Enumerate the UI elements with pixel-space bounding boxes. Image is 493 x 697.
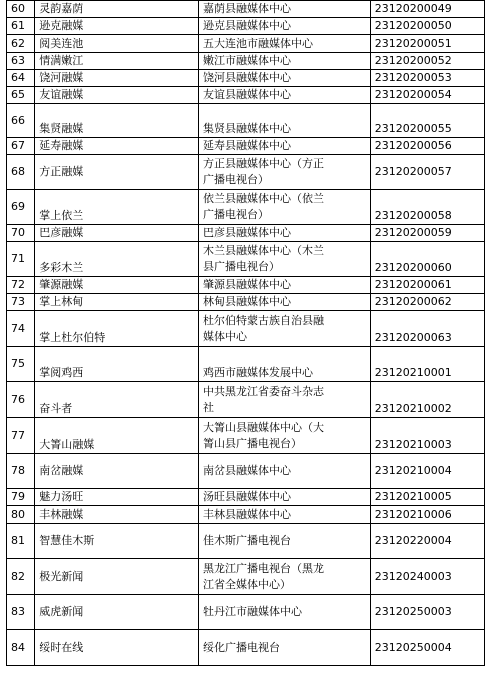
operating-unit-text: 大箐山县融媒体中心（大 箐山县广播电视台） bbox=[202, 420, 324, 450]
registration-code: 23120250004 bbox=[370, 630, 484, 666]
operating-unit: 丰林县融媒体中心 bbox=[198, 506, 370, 524]
table-row bbox=[7, 595, 485, 630]
app-name: 大箐山融媒 bbox=[35, 418, 199, 454]
table-row bbox=[7, 506, 485, 524]
registration-code: 23120210003 bbox=[370, 418, 484, 454]
operating-unit-text: 方正县融媒体中心（方正 广播电视台） bbox=[202, 157, 324, 186]
app-name: 丰林融媒 bbox=[35, 506, 199, 524]
app-name: 智慧佳木斯 bbox=[35, 524, 199, 559]
operating-unit: 延寿县融媒体中心 bbox=[198, 138, 370, 155]
registration-code: 23120210001 bbox=[370, 347, 484, 382]
table-row bbox=[7, 138, 485, 155]
table-row bbox=[7, 524, 485, 559]
row-number: 69 bbox=[7, 190, 35, 225]
app-name: 多彩木兰 bbox=[35, 242, 199, 277]
operating-unit: 巴彦县融媒体中心 bbox=[198, 225, 370, 242]
registration-code: 23120210005 bbox=[370, 489, 484, 506]
table-row bbox=[7, 277, 485, 294]
row-number: 80 bbox=[7, 506, 35, 524]
table-row bbox=[7, 104, 485, 138]
operating-unit: 饶河县融媒体中心 bbox=[198, 70, 370, 87]
operating-unit-text: 依兰县融媒体中心（依兰 广播电视台） bbox=[202, 192, 324, 221]
row-number: 78 bbox=[7, 454, 35, 489]
operating-unit bbox=[198, 311, 370, 347]
operating-unit bbox=[198, 382, 370, 418]
table-row bbox=[7, 225, 485, 242]
operating-unit-text: 中共黑龙江省委奋斗杂志 社 bbox=[202, 384, 324, 414]
row-number: 73 bbox=[7, 294, 35, 311]
registration-code: 23120220004 bbox=[370, 524, 484, 559]
row-number: 68 bbox=[7, 155, 35, 190]
row-number: 63 bbox=[7, 53, 35, 70]
operating-unit-text: 杜尔伯特蒙古族自治县融 媒体中心 bbox=[202, 313, 324, 343]
operating-unit: 绥化广播电视台 bbox=[198, 630, 370, 666]
table-row bbox=[7, 382, 485, 418]
app-name: 集贤融媒 bbox=[35, 104, 199, 138]
registration-code: 23120210004 bbox=[370, 454, 484, 489]
registration-code: 23120200058 bbox=[370, 190, 484, 225]
row-number: 79 bbox=[7, 489, 35, 506]
operating-unit: 肇源县融媒体中心 bbox=[198, 277, 370, 294]
app-name: 掌阅鸡西 bbox=[35, 347, 199, 382]
table-row bbox=[7, 559, 485, 595]
table-row bbox=[7, 190, 485, 225]
row-number: 67 bbox=[7, 138, 35, 155]
operating-unit: 逊克县融媒体中心 bbox=[198, 18, 370, 35]
row-number: 64 bbox=[7, 70, 35, 87]
registration-code: 23120200051 bbox=[370, 35, 484, 53]
row-number: 75 bbox=[7, 347, 35, 382]
operating-unit bbox=[198, 190, 370, 225]
table-row bbox=[7, 35, 485, 53]
app-name: 绥时在线 bbox=[35, 630, 199, 666]
registration-code: 23120200054 bbox=[370, 87, 484, 104]
row-number: 74 bbox=[7, 311, 35, 347]
app-name: 肇源融媒 bbox=[35, 277, 199, 294]
operating-unit bbox=[198, 559, 370, 595]
table-row bbox=[7, 311, 485, 347]
registration-code: 23120200063 bbox=[370, 311, 484, 347]
table-row bbox=[7, 53, 485, 70]
row-number: 76 bbox=[7, 382, 35, 418]
registration-code: 23120200053 bbox=[370, 70, 484, 87]
app-name: 魅力汤旺 bbox=[35, 489, 199, 506]
registration-code: 23120250003 bbox=[370, 595, 484, 630]
operating-unit: 南岔县融媒体中心 bbox=[198, 454, 370, 489]
app-name: 友谊融媒 bbox=[35, 87, 199, 104]
registration-code: 23120210002 bbox=[370, 382, 484, 418]
registry-table-body bbox=[7, 1, 485, 666]
app-name: 巴彦融媒 bbox=[35, 225, 199, 242]
row-number: 62 bbox=[7, 35, 35, 53]
row-number: 72 bbox=[7, 277, 35, 294]
row-number: 66 bbox=[7, 104, 35, 138]
row-number: 70 bbox=[7, 225, 35, 242]
app-name: 情满嫩江 bbox=[35, 53, 199, 70]
table-row bbox=[7, 347, 485, 382]
app-name: 极光新闻 bbox=[35, 559, 199, 595]
table-row bbox=[7, 1, 485, 18]
operating-unit: 嫩江市融媒体中心 bbox=[198, 53, 370, 70]
operating-unit: 牡丹江市融媒体中心 bbox=[198, 595, 370, 630]
app-name: 奋斗者 bbox=[35, 382, 199, 418]
registration-code: 23120200050 bbox=[370, 18, 484, 35]
operating-unit bbox=[198, 155, 370, 190]
table-row bbox=[7, 18, 485, 35]
registration-code: 23120200062 bbox=[370, 294, 484, 311]
table-row bbox=[7, 630, 485, 666]
registration-code: 23120200055 bbox=[370, 104, 484, 138]
app-name: 掌上依兰 bbox=[35, 190, 199, 225]
registration-code: 23120200052 bbox=[370, 53, 484, 70]
app-name: 灵韵嘉荫 bbox=[35, 1, 199, 18]
row-number: 60 bbox=[7, 1, 35, 18]
registration-code: 23120200060 bbox=[370, 242, 484, 277]
registration-code: 23120200061 bbox=[370, 277, 484, 294]
operating-unit: 鸡西市融媒体发展中心 bbox=[198, 347, 370, 382]
operating-unit-text: 木兰县融媒体中心（木兰 县广播电视台） bbox=[202, 244, 324, 273]
app-name: 延寿融媒 bbox=[35, 138, 199, 155]
row-number: 83 bbox=[7, 595, 35, 630]
operating-unit: 佳木斯广播电视台 bbox=[198, 524, 370, 559]
table-row bbox=[7, 155, 485, 190]
app-name: 威虎新闻 bbox=[35, 595, 199, 630]
registration-code: 23120200059 bbox=[370, 225, 484, 242]
table-row bbox=[7, 454, 485, 489]
row-number: 82 bbox=[7, 559, 35, 595]
table-row bbox=[7, 418, 485, 454]
operating-unit: 友谊县融媒体中心 bbox=[198, 87, 370, 104]
registration-code: 23120210006 bbox=[370, 506, 484, 524]
operating-unit bbox=[198, 418, 370, 454]
row-number: 61 bbox=[7, 18, 35, 35]
row-number: 71 bbox=[7, 242, 35, 277]
table-row bbox=[7, 70, 485, 87]
app-name: 掌上林甸 bbox=[35, 294, 199, 311]
operating-unit bbox=[198, 242, 370, 277]
operating-unit: 五大连池市融媒体中心 bbox=[198, 35, 370, 53]
app-name: 逊克融媒 bbox=[35, 18, 199, 35]
table-row bbox=[7, 489, 485, 506]
registration-code: 23120200056 bbox=[370, 138, 484, 155]
registration-code: 23120200049 bbox=[370, 1, 484, 18]
operating-unit: 集贤县融媒体中心 bbox=[198, 104, 370, 138]
app-name: 南岔融媒 bbox=[35, 454, 199, 489]
operating-unit: 汤旺县融媒体中心 bbox=[198, 489, 370, 506]
app-name: 饶河融媒 bbox=[35, 70, 199, 87]
operating-unit: 嘉荫县融媒体中心 bbox=[198, 1, 370, 18]
app-name: 阅美连池 bbox=[35, 35, 199, 53]
registration-code: 23120200057 bbox=[370, 155, 484, 190]
table-row bbox=[7, 294, 485, 311]
app-name: 方正融媒 bbox=[35, 155, 199, 190]
operating-unit: 林甸县融媒体中心 bbox=[198, 294, 370, 311]
operating-unit-text: 黑龙江广播电视台（黑龙 江省全媒体中心） bbox=[202, 561, 324, 591]
registry-table bbox=[6, 0, 485, 666]
row-number: 84 bbox=[7, 630, 35, 666]
registration-code: 23120240003 bbox=[370, 559, 484, 595]
app-name: 掌上杜尔伯特 bbox=[35, 311, 199, 347]
row-number: 77 bbox=[7, 418, 35, 454]
row-number: 81 bbox=[7, 524, 35, 559]
table-row bbox=[7, 242, 485, 277]
table-row bbox=[7, 87, 485, 104]
row-number: 65 bbox=[7, 87, 35, 104]
